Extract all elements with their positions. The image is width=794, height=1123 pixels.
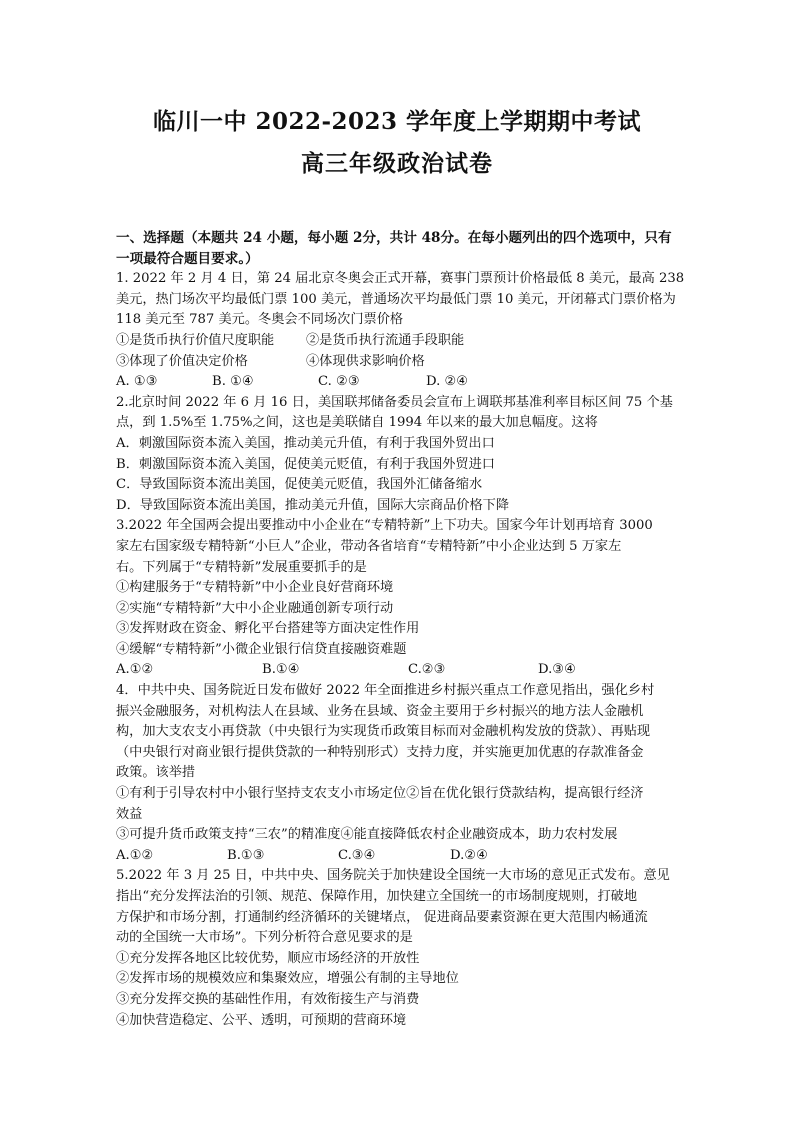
statement-3: ③体现了价值决定价格: [116, 353, 248, 369]
statement-row: [116, 331, 692, 352]
question-text-line: 政策。该举措: [116, 765, 196, 781]
option-b: B. ①④: [212, 374, 254, 390]
statement-2: ②是货币执行流通手段职能: [306, 332, 465, 348]
answer-options: [116, 372, 692, 393]
statement-3: ③发挥财政在资金、孵化平台搭建等方面决定性作用: [116, 621, 420, 637]
statement-3: ③充分发挥交换的基础性作用，有效衔接生产与消费: [116, 991, 420, 1007]
option-a: A．刺激国际资本流入美国，推动美元升值，有利于我国外贸出口: [116, 435, 495, 451]
statement-4: ④加快营造稳定、公平、透明，可预期的营商环境: [116, 1012, 407, 1028]
option-c: C.③④: [338, 847, 376, 863]
question-text-line: 家左右国家级专精特新“小巨人”企业，带动各省培育“专精特新”中小企业达到 5 万家左: [116, 538, 622, 554]
option-b: B.①④: [262, 662, 300, 678]
question-text-line: 振兴金融服务，对机构法人在县域、业务在县域、资金主要用于乡村振兴的地方法人金融机: [116, 703, 644, 719]
option-b: B.①③: [227, 847, 265, 863]
option-a: A.①②: [116, 847, 154, 863]
question-5: [116, 866, 692, 1031]
statement-1: ①构建服务于“专精特新”中小企业良好营商环境: [116, 580, 394, 596]
section-heading-line: 一项最符合题目要求。）: [116, 250, 259, 267]
statement-2: ②实施“专精特新”大中小企业融通创新专项行动: [116, 600, 394, 616]
statement-row: [116, 352, 692, 373]
question-text-line: 右。下列属于“专精特新”发展重要抓手的是: [116, 559, 367, 575]
question-text-line: 1. 2022 年 2 月 4 日，第 24 届北京冬奥会正式开幕，赛事门票预计价格最低 8 美元，最高 238: [116, 271, 685, 287]
statement-1: ①是货币执行价值尺度职能: [116, 332, 275, 348]
question-text-line: 3.2022 年全国两会提出要推动中小企业在“专精特新”上下功夫。国家今年计划再培育 3000: [116, 518, 653, 534]
statement-line: 效益: [116, 806, 143, 822]
exam-content: [116, 228, 692, 1031]
section-heading-line: 一、选择题（本题共 24 小题，每小题 2分，共计 48分。在每小题列出的四个选项中，只有: [116, 230, 672, 246]
question-1: [116, 269, 692, 393]
option-d: D．导致国际资本流出美国，推动美元升值，国际大宗商品价格下降: [116, 497, 510, 513]
option-d: D.②④: [450, 847, 488, 863]
question-text-line: 118 美元至 787 美元。冬奥会不同场次门票价格: [116, 312, 404, 328]
question-text-line: （中央银行对商业银行提供贷款的一种特别形式）支持力度，并实施更加优惠的存款准备金: [116, 744, 644, 760]
option-c: C．导致国际资本流出美国，促使美元贬值，我国外汇储备缩水: [116, 477, 483, 493]
statement-4: ④缓解“专精特新”小微企业银行信贷直接融资难题: [116, 641, 407, 657]
answer-options: [116, 846, 692, 867]
statement-1: ①充分发挥各地区比较优势，顺应市场经济的开放性: [116, 950, 420, 966]
question-text-line: 2.北京时间 2022 年 6 月 16 日，美国联邦储备委员会宣布上调联邦基准利率目标区间 75 个基: [116, 394, 673, 410]
exam-subtitle: 高三年级政治试卷: [301, 150, 493, 177]
question-2: [116, 393, 692, 517]
option-d: D.③④: [538, 662, 576, 678]
question-text-line: 点，到 1.5%至 1.75%之间，这也是美联储自 1994 年以来的最大加息幅度。这将: [116, 415, 598, 431]
statement-line: ①有利于引导农村中小银行坚持支农支小市场定位②旨在优化银行贷款结构，提高银行经济: [116, 786, 644, 802]
question-text-line: 动的全国统一大市场”。下列分析符合意见要求的是: [116, 930, 413, 946]
option-a: A. ①③: [116, 374, 158, 390]
option-c: C. ②③: [318, 374, 360, 390]
question-text-line: 构，加大支农支小再贷款（中央银行为实现货币政策目标而对金融机构发放的贷款）、再贴现: [116, 724, 651, 740]
answer-options: [116, 660, 692, 681]
question-text-line: 美元，热门场次平均最低门票 100 美元，普通场次平均最低门票 10 美元，开闭幕式门票价格为: [116, 291, 676, 307]
question-text-line: 方保护和市场分割，打通制约经济循环的关键堵点， 促进商品要素资源在更大范围内畅通流: [116, 909, 648, 925]
question-3: [116, 516, 692, 681]
section-heading: [116, 228, 692, 269]
option-d: D. ②④: [426, 374, 469, 390]
statement-2: ②发挥市场的规模效应和集聚效应，增强公有制的主导地位: [116, 971, 459, 987]
statement-4: ④体现供求影响价格: [306, 353, 425, 369]
statement-line: ③可提升货币政策支持“三农”的精准度④能直接降低农村企业融资成本，助力农村发展: [116, 827, 618, 843]
option-c: C.②③: [408, 662, 446, 678]
option-b: B．刺激国际资本流入美国，促使美元贬值，有利于我国外贸进口: [116, 456, 495, 472]
exam-title: 临川一中 2022-2023 学年度上学期期中考试: [152, 108, 642, 135]
question-text-line: 5.2022 年 3 月 25 日，中共中央、国务院关于加快建设全国统一大市场的意见正式发布。意见: [116, 868, 670, 884]
question-text-line: 指出“充分发挥法治的引领、规范、保障作用，加快建立全国统一的市场制度规则，打破地: [116, 889, 638, 904]
option-a: A.①②: [116, 662, 154, 678]
question-4: [116, 681, 692, 866]
question-text-line: 4．中共中央、国务院近日发布做好 2022 年全面推进乡村振兴重点工作意见指出，强化乡村: [116, 683, 655, 699]
